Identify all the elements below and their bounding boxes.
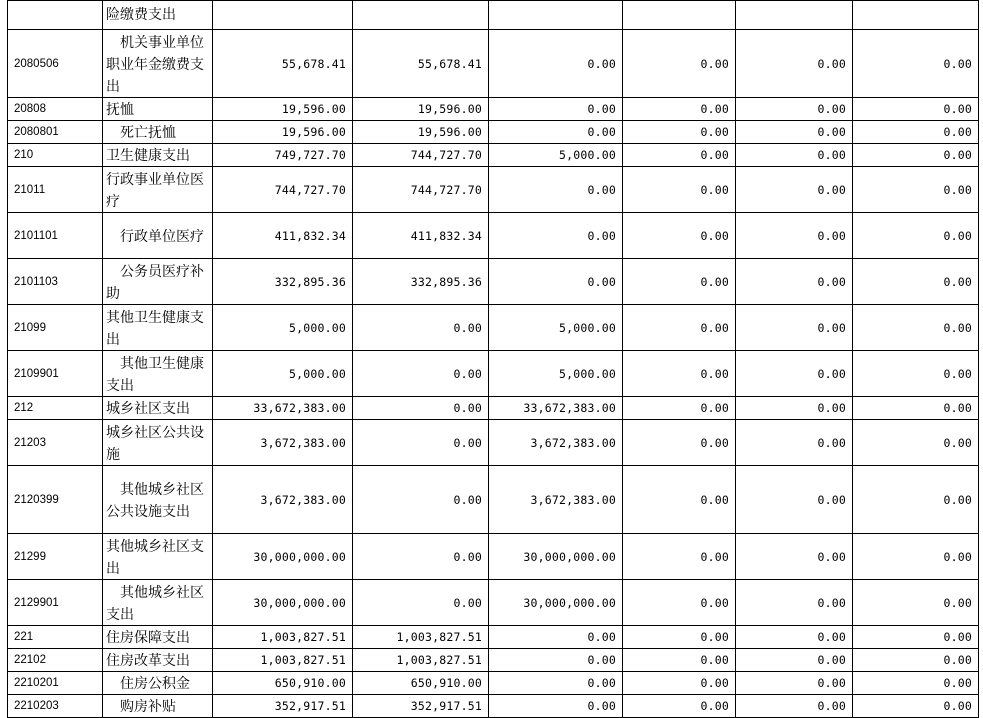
amount-cell-v3: 3,672,383.00 (489, 420, 623, 466)
subject-code-cell: 21299 (8, 534, 103, 580)
subject-code-cell: 2210201 (8, 672, 103, 695)
amount-cell-v3: 30,000,000.00 (489, 580, 623, 626)
amount-cell-v2: 650,910.00 (353, 672, 489, 695)
amount-cell-v2: 0.00 (353, 420, 489, 466)
amount-cell-v1: 5,000.00 (213, 305, 353, 351)
amount-cell-v2: 332,895.36 (353, 259, 489, 305)
amount-cell-v5: 0.00 (736, 305, 853, 351)
amount-cell-v3: 0.00 (489, 213, 623, 259)
subject-code-cell: 2080506 (8, 30, 103, 98)
amount-cell-v5: 0.00 (736, 466, 853, 534)
amount-cell-v4: 0.00 (623, 420, 736, 466)
amount-cell-v1: 744,727.70 (213, 167, 353, 213)
amount-cell-v4: 0.00 (623, 397, 736, 420)
amount-cell-v1: 3,672,383.00 (213, 420, 353, 466)
amount-cell-v1 (213, 1, 353, 30)
subject-code-cell: 21011 (8, 167, 103, 213)
subject-code-cell: 2210203 (8, 695, 103, 718)
amount-cell-v6: 0.00 (853, 626, 979, 649)
amount-cell-v5: 0.00 (736, 259, 853, 305)
amount-cell-v6: 0.00 (853, 144, 979, 167)
amount-cell-v4: 0.00 (623, 580, 736, 626)
amount-cell-v1: 411,832.34 (213, 213, 353, 259)
amount-cell-v5: 0.00 (736, 626, 853, 649)
amount-cell-v1: 30,000,000.00 (213, 580, 353, 626)
subject-name-cell: 卫生健康支出 (103, 144, 213, 167)
amount-cell-v3: 0.00 (489, 649, 623, 672)
amount-cell-v5: 0.00 (736, 420, 853, 466)
amount-cell-v3: 0.00 (489, 672, 623, 695)
amount-cell-v6: 0.00 (853, 167, 979, 213)
table-row (8, 305, 979, 351)
amount-cell-v4: 0.00 (623, 98, 736, 121)
table-body (8, 1, 979, 718)
subject-code-cell: 2101103 (8, 259, 103, 305)
amount-cell-v2: 352,917.51 (353, 695, 489, 718)
amount-cell-v6: 0.00 (853, 466, 979, 534)
amount-cell-v3: 0.00 (489, 167, 623, 213)
subject-name-cell: 其他城乡社区支出 (103, 580, 213, 626)
amount-cell-v1: 1,003,827.51 (213, 626, 353, 649)
amount-cell-v2: 1,003,827.51 (353, 649, 489, 672)
amount-cell-v6: 0.00 (853, 30, 979, 98)
subject-code-cell: 22102 (8, 649, 103, 672)
amount-cell-v3: 0.00 (489, 626, 623, 649)
amount-cell-v4: 0.00 (623, 466, 736, 534)
amount-cell-v4: 0.00 (623, 144, 736, 167)
amount-cell-v5: 0.00 (736, 695, 853, 718)
amount-cell-v2: 0.00 (353, 351, 489, 397)
table-row (8, 167, 979, 213)
amount-cell-v3: 5,000.00 (489, 351, 623, 397)
amount-cell-v1: 19,596.00 (213, 121, 353, 144)
amount-cell-v3 (489, 1, 623, 30)
amount-cell-v1: 352,917.51 (213, 695, 353, 718)
subject-name-cell: 行政事业单位医疗 (103, 167, 213, 213)
table-row (8, 259, 979, 305)
amount-cell-v2: 0.00 (353, 580, 489, 626)
subject-name-cell: 住房保障支出 (103, 626, 213, 649)
amount-cell-v6: 0.00 (853, 98, 979, 121)
amount-cell-v6: 0.00 (853, 672, 979, 695)
amount-cell-v5: 0.00 (736, 397, 853, 420)
amount-cell-v1: 332,895.36 (213, 259, 353, 305)
amount-cell-v1: 19,596.00 (213, 98, 353, 121)
amount-cell-v6: 0.00 (853, 259, 979, 305)
amount-cell-v1: 749,727.70 (213, 144, 353, 167)
amount-cell-v3: 5,000.00 (489, 144, 623, 167)
amount-cell-v5: 0.00 (736, 121, 853, 144)
table-row (8, 1, 979, 30)
amount-cell-v3: 3,672,383.00 (489, 466, 623, 534)
amount-cell-v6 (853, 1, 979, 30)
amount-cell-v4: 0.00 (623, 649, 736, 672)
subject-code-cell: 21099 (8, 305, 103, 351)
amount-cell-v2: 19,596.00 (353, 121, 489, 144)
amount-cell-v2: 0.00 (353, 397, 489, 420)
amount-cell-v5: 0.00 (736, 534, 853, 580)
amount-cell-v1: 650,910.00 (213, 672, 353, 695)
amount-cell-v2: 0.00 (353, 466, 489, 534)
amount-cell-v4: 0.00 (623, 695, 736, 718)
table-row (8, 30, 979, 98)
table-row (8, 121, 979, 144)
amount-cell-v3: 30,000,000.00 (489, 534, 623, 580)
amount-cell-v1: 33,672,383.00 (213, 397, 353, 420)
table-row (8, 626, 979, 649)
subject-code-cell: 2080801 (8, 121, 103, 144)
table-row (8, 213, 979, 259)
amount-cell-v5 (736, 1, 853, 30)
amount-cell-v4: 0.00 (623, 259, 736, 305)
amount-cell-v4: 0.00 (623, 167, 736, 213)
table-row (8, 695, 979, 718)
subject-name-cell: 抚恤 (103, 98, 213, 121)
amount-cell-v3: 0.00 (489, 98, 623, 121)
subject-name-cell: 机关事业单位职业年金缴费支出 (103, 30, 213, 98)
subject-code-cell: 2129901 (8, 580, 103, 626)
subject-name-cell: 行政单位医疗 (103, 213, 213, 259)
amount-cell-v6: 0.00 (853, 695, 979, 718)
subject-name-cell: 城乡社区支出 (103, 397, 213, 420)
subject-code-cell: 2109901 (8, 351, 103, 397)
amount-cell-v4: 0.00 (623, 672, 736, 695)
amount-cell-v5: 0.00 (736, 649, 853, 672)
subject-name-cell: 公务员医疗补助 (103, 259, 213, 305)
subject-name-cell: 住房改革支出 (103, 649, 213, 672)
subject-name-cell: 其他城乡社区公共设施支出 (103, 466, 213, 534)
subject-name-cell: 其他城乡社区支出 (103, 534, 213, 580)
table-row (8, 144, 979, 167)
amount-cell-v3: 33,672,383.00 (489, 397, 623, 420)
amount-cell-v5: 0.00 (736, 167, 853, 213)
amount-cell-v1: 55,678.41 (213, 30, 353, 98)
subject-code-cell: 210 (8, 144, 103, 167)
amount-cell-v6: 0.00 (853, 580, 979, 626)
table-row (8, 351, 979, 397)
table-row (8, 98, 979, 121)
table-row (8, 534, 979, 580)
subject-code-cell: 20808 (8, 98, 103, 121)
subject-name-cell: 其他卫生健康支出 (103, 351, 213, 397)
amount-cell-v5: 0.00 (736, 213, 853, 259)
amount-cell-v3: 0.00 (489, 259, 623, 305)
amount-cell-v4: 0.00 (623, 305, 736, 351)
expenditure-table (7, 0, 979, 718)
amount-cell-v5: 0.00 (736, 672, 853, 695)
amount-cell-v1: 3,672,383.00 (213, 466, 353, 534)
amount-cell-v3: 0.00 (489, 121, 623, 144)
amount-cell-v6: 0.00 (853, 534, 979, 580)
subject-name-cell: 死亡抚恤 (103, 121, 213, 144)
amount-cell-v2: 1,003,827.51 (353, 626, 489, 649)
amount-cell-v2: 0.00 (353, 305, 489, 351)
subject-name-cell: 其他卫生健康支出 (103, 305, 213, 351)
table-row (8, 466, 979, 534)
amount-cell-v6: 0.00 (853, 420, 979, 466)
amount-cell-v5: 0.00 (736, 98, 853, 121)
amount-cell-v2: 744,727.70 (353, 144, 489, 167)
amount-cell-v4: 0.00 (623, 30, 736, 98)
amount-cell-v1: 1,003,827.51 (213, 649, 353, 672)
amount-cell-v5: 0.00 (736, 30, 853, 98)
subject-code-cell: 2120399 (8, 466, 103, 534)
amount-cell-v4: 0.00 (623, 626, 736, 649)
amount-cell-v4 (623, 1, 736, 30)
amount-cell-v4: 0.00 (623, 534, 736, 580)
amount-cell-v5: 0.00 (736, 580, 853, 626)
subject-code-cell: 221 (8, 626, 103, 649)
subject-code-cell: 2101101 (8, 213, 103, 259)
table-row (8, 649, 979, 672)
subject-name-cell: 城乡社区公共设施 (103, 420, 213, 466)
amount-cell-v5: 0.00 (736, 144, 853, 167)
subject-name-cell: 购房补贴 (103, 695, 213, 718)
amount-cell-v4: 0.00 (623, 351, 736, 397)
amount-cell-v1: 5,000.00 (213, 351, 353, 397)
amount-cell-v2: 744,727.70 (353, 167, 489, 213)
subject-code-cell: 212 (8, 397, 103, 420)
subject-name-cell: 险缴费支出 (103, 1, 213, 30)
amount-cell-v2: 0.00 (353, 534, 489, 580)
amount-cell-v3: 0.00 (489, 30, 623, 98)
amount-cell-v2: 19,596.00 (353, 98, 489, 121)
amount-cell-v4: 0.00 (623, 121, 736, 144)
subject-code-cell: 21203 (8, 420, 103, 466)
amount-cell-v6: 0.00 (853, 397, 979, 420)
amount-cell-v6: 0.00 (853, 121, 979, 144)
amount-cell-v2: 411,832.34 (353, 213, 489, 259)
amount-cell-v2 (353, 1, 489, 30)
table-row (8, 672, 979, 695)
table-row (8, 580, 979, 626)
amount-cell-v3: 5,000.00 (489, 305, 623, 351)
amount-cell-v6: 0.00 (853, 351, 979, 397)
amount-cell-v1: 30,000,000.00 (213, 534, 353, 580)
amount-cell-v6: 0.00 (853, 213, 979, 259)
table-row (8, 397, 979, 420)
amount-cell-v2: 55,678.41 (353, 30, 489, 98)
amount-cell-v6: 0.00 (853, 649, 979, 672)
table-row (8, 420, 979, 466)
subject-code-cell (8, 1, 103, 30)
amount-cell-v6: 0.00 (853, 305, 979, 351)
subject-name-cell: 住房公积金 (103, 672, 213, 695)
amount-cell-v4: 0.00 (623, 213, 736, 259)
amount-cell-v5: 0.00 (736, 351, 853, 397)
amount-cell-v3: 0.00 (489, 695, 623, 718)
